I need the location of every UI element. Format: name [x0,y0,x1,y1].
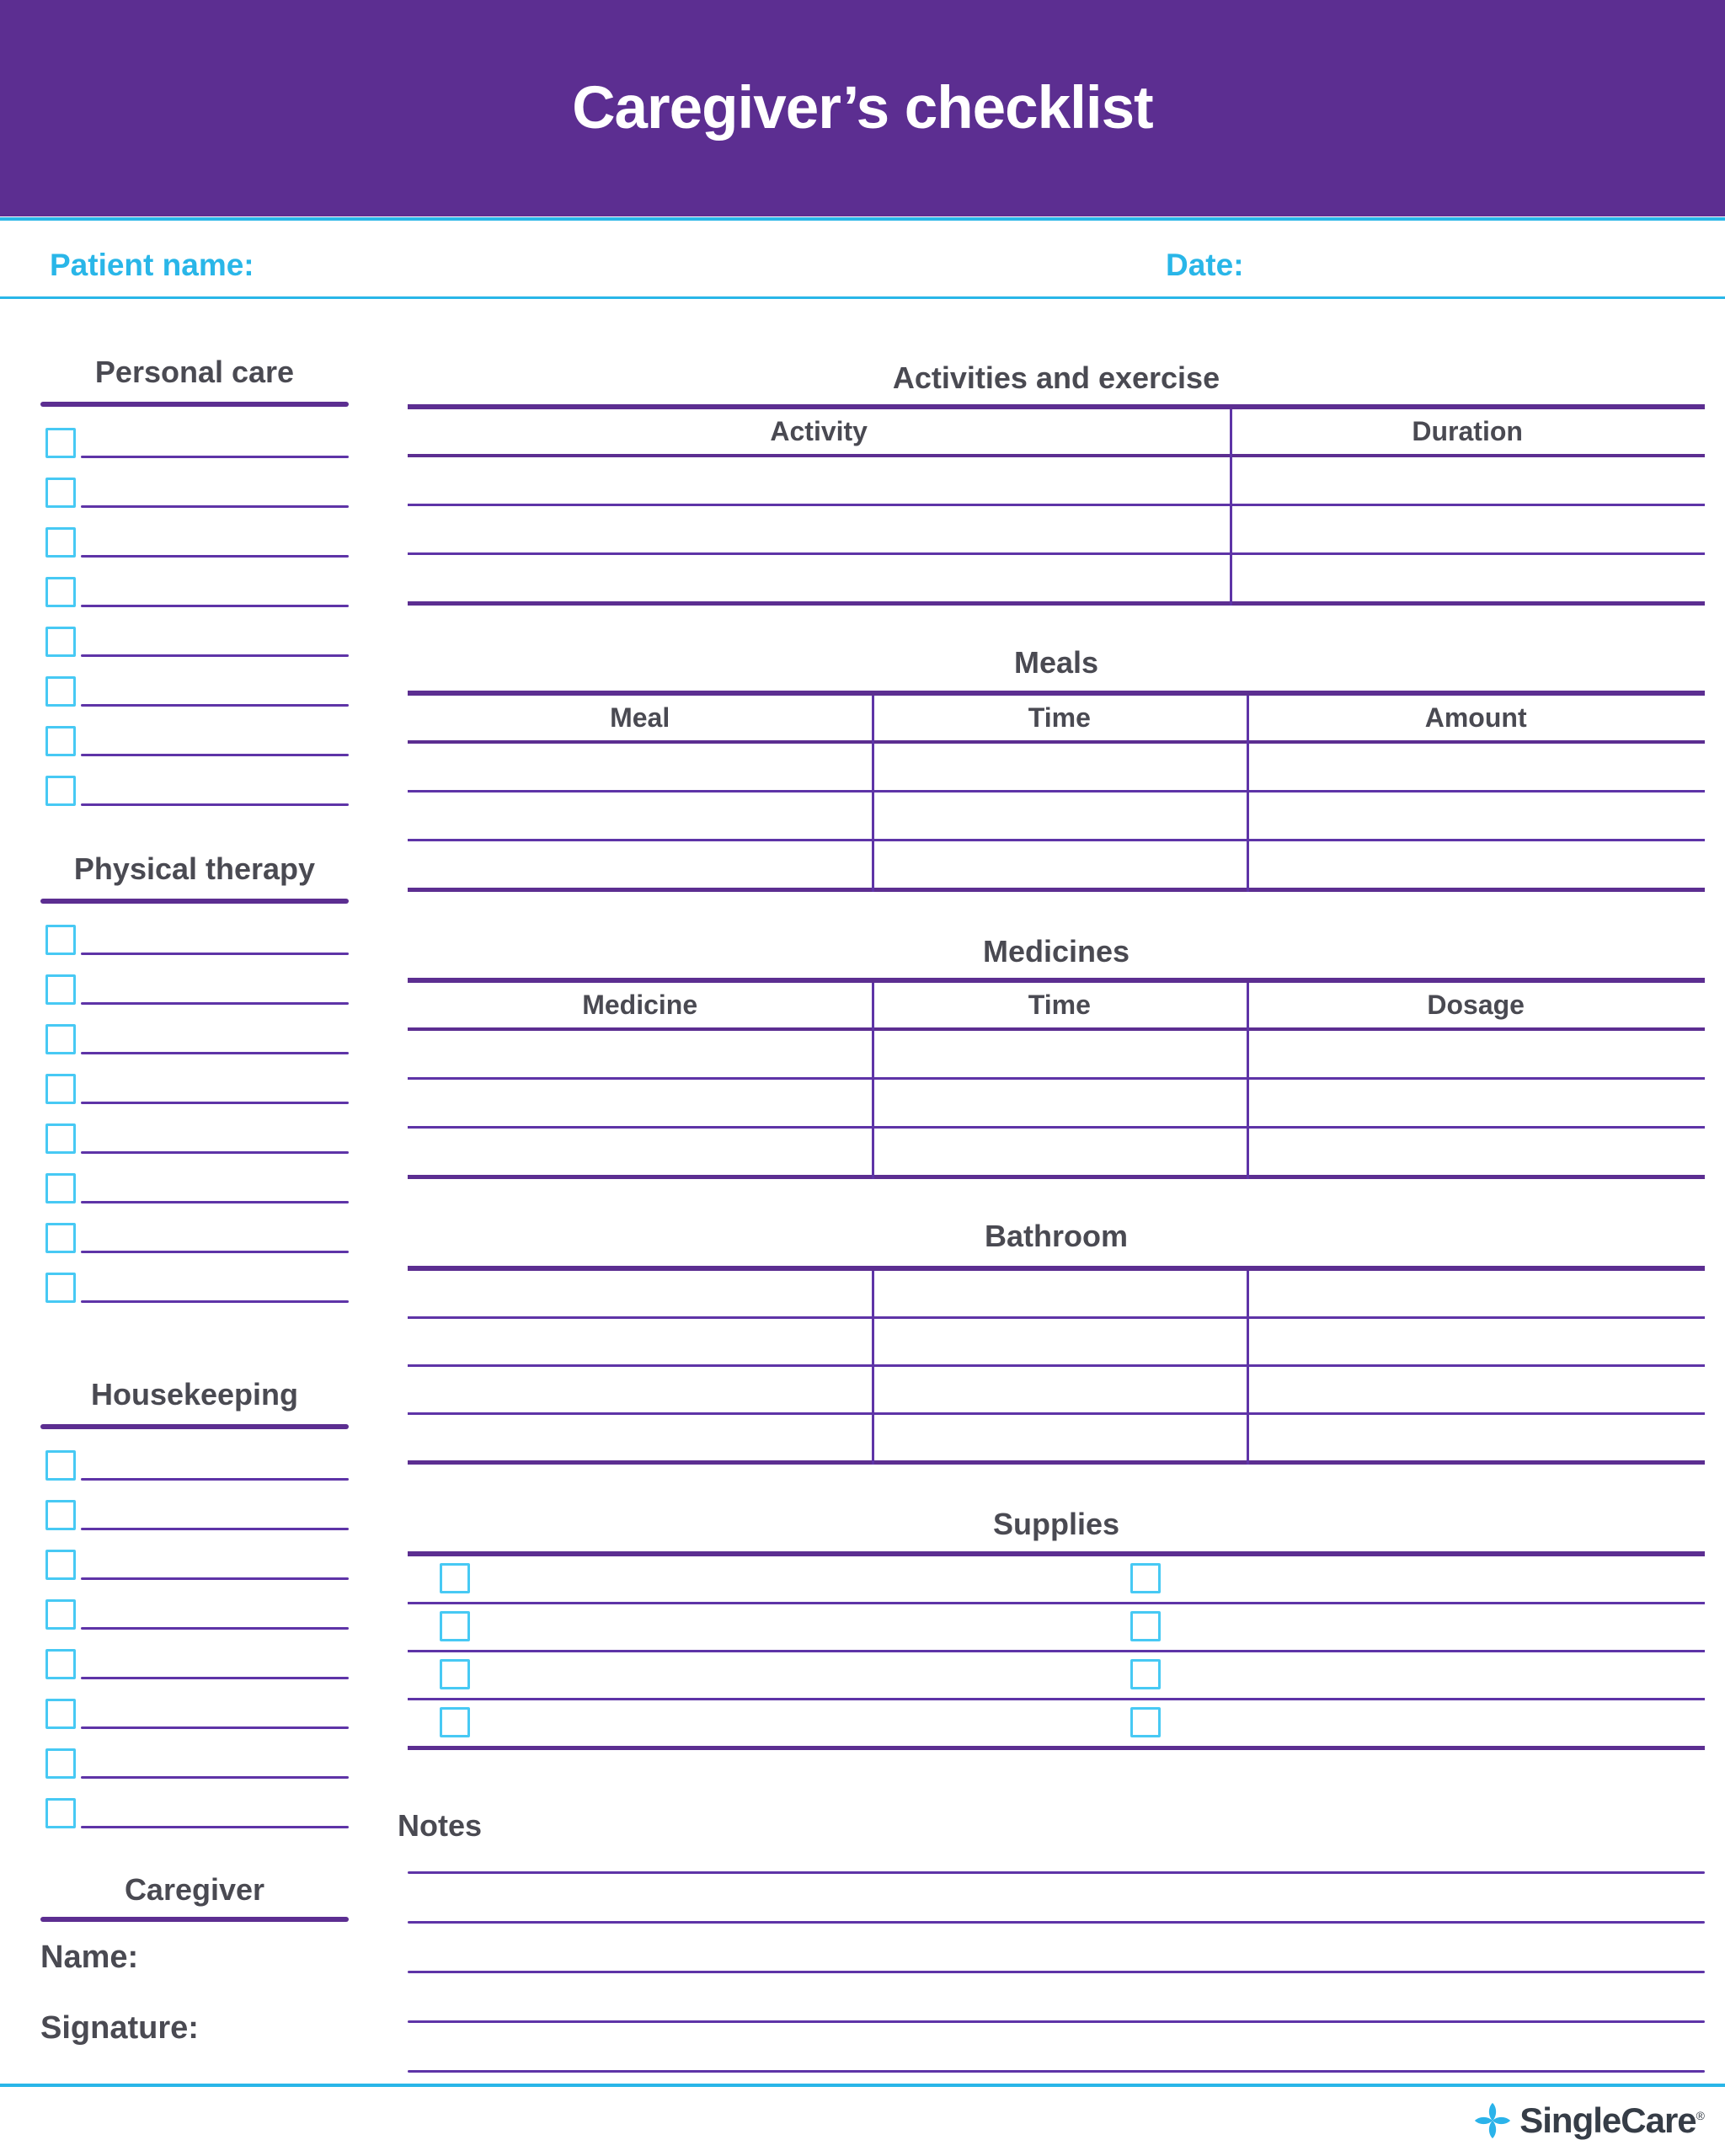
checklist-row [40,974,349,1024]
supplies-row[interactable] [408,1556,1705,1604]
checkbox[interactable] [45,776,76,806]
column-divider [1247,696,1249,892]
activities-table [408,404,1705,606]
singlecare-wordmark: SingleCare® [1519,2100,1704,2140]
checklist-row [40,1550,349,1599]
supplies-table [408,1551,1705,1750]
checkbox[interactable] [45,428,76,458]
table-row[interactable] [408,1031,1705,1080]
checkbox[interactable] [45,1798,76,1828]
table-row[interactable] [408,1080,1705,1129]
write-in-line[interactable] [81,1478,349,1481]
personal-care-section [40,355,349,825]
notes-title: Notes [398,1808,483,1843]
table-row[interactable] [408,744,1705,792]
write-in-line[interactable] [81,1528,349,1530]
write-in-line[interactable] [81,704,349,707]
checklist-row [40,527,349,577]
write-in-line[interactable] [81,1627,349,1630]
checklist-row [40,1599,349,1649]
checkbox[interactable] [440,1659,470,1689]
write-in-line[interactable] [81,505,349,508]
medicines-header-row [408,983,1705,1031]
table-row[interactable] [408,841,1705,892]
caregiver-title: Caregiver [124,1872,265,1907]
checkbox[interactable] [45,1599,76,1630]
patient-bar-divider-line [0,296,1725,299]
physical-therapy-section [40,852,349,1322]
patient-info-bar [0,221,1725,296]
caregiver-name-field[interactable] [40,1939,349,1976]
checklist-row [40,726,349,776]
checkbox[interactable] [1130,1563,1161,1593]
checklist-row [40,1173,349,1223]
caregiver-section [40,1873,349,2047]
singlecare-clover-icon [1474,2102,1511,2139]
write-in-line[interactable] [81,1577,349,1580]
page-header [0,0,1725,216]
checklist-row [40,676,349,726]
checklist-row [40,1024,349,1074]
table-row[interactable] [408,1415,1705,1465]
date-label: Date: [1166,248,1244,282]
checkbox[interactable] [440,1563,470,1593]
write-in-line[interactable] [81,1002,349,1005]
write-in-line[interactable] [81,803,349,806]
column-header-activity: Activity [770,416,868,446]
checkbox[interactable] [45,1024,76,1054]
medicines-table [408,978,1705,1179]
bathroom-title: Bathroom [985,1219,1128,1253]
write-in-line[interactable] [81,1102,349,1104]
write-in-line[interactable] [81,1677,349,1679]
write-in-line[interactable] [81,1726,349,1729]
meals-table [408,691,1705,892]
column-divider [872,696,874,892]
medicines-title: Medicines [982,934,1130,969]
heading-underline-bar [40,1917,349,1922]
registered-trademark-symbol: ® [1696,2109,1704,2122]
column-header-time: Time [1028,702,1091,733]
checklist-row [40,1074,349,1123]
table-row[interactable] [408,555,1705,606]
supplies-row[interactable] [408,1700,1705,1750]
checkbox[interactable] [45,726,76,756]
write-in-line[interactable] [81,605,349,607]
write-in-line[interactable] [81,1251,349,1253]
column-divider [1230,409,1232,606]
notes-line[interactable] [408,1921,1705,1924]
column-divider [1247,1271,1249,1465]
checkbox[interactable] [45,1500,76,1530]
table-row[interactable] [408,1129,1705,1179]
supplies-section [408,1508,1705,1750]
heading-underline-bar [40,1424,349,1429]
housekeeping-rows [40,1450,349,1848]
singlecare-logo [1474,2099,1704,2143]
checkbox[interactable] [45,1649,76,1679]
footer-divider-line [0,2084,1725,2087]
checkbox[interactable] [440,1707,470,1737]
personal-care-title: Personal care [94,355,295,389]
write-in-line[interactable] [81,1826,349,1828]
column-header-medicine: Medicine [582,990,698,1020]
notes-line[interactable] [408,2070,1705,2073]
notes-line[interactable] [408,2020,1705,2023]
supplies-title: Supplies [992,1507,1120,1541]
checklist-row [40,1273,349,1322]
housekeeping-title: Housekeeping [90,1377,299,1412]
checkbox[interactable] [1130,1707,1161,1737]
meals-title: Meals [1013,645,1099,680]
checkbox[interactable] [45,577,76,607]
checkbox[interactable] [45,1699,76,1729]
medicines-rows [408,1031,1705,1179]
write-in-line[interactable] [81,456,349,458]
checklist-row [40,1450,349,1500]
caregiver-name-label: Name: [40,1940,139,1975]
write-in-line[interactable] [81,754,349,756]
page-title: Caregiver’s checklist [572,75,1153,141]
checklist-row [40,428,349,478]
column-header-duration: Duration [1412,416,1523,446]
checklist-row [40,1500,349,1550]
table-row[interactable] [408,457,1705,506]
checkbox[interactable] [45,925,76,955]
checkbox[interactable] [1130,1659,1161,1689]
write-in-line[interactable] [81,1052,349,1054]
supplies-rows [408,1556,1705,1750]
meals-section [408,646,1705,892]
write-in-line[interactable] [81,654,349,657]
checkbox[interactable] [45,527,76,558]
write-in-line[interactable] [81,1300,349,1303]
checklist-row [40,627,349,676]
table-row[interactable] [408,1271,1705,1319]
checklist-row [40,776,349,825]
checkbox[interactable] [45,1748,76,1779]
supplies-row[interactable] [408,1604,1705,1652]
checklist-row [40,577,349,627]
physical-therapy-rows [40,925,349,1322]
bathroom-rows [408,1271,1705,1465]
table-row[interactable] [408,792,1705,841]
column-header-meal: Meal [610,702,670,733]
notes-section [398,1808,1705,2120]
column-header-dosage: Dosage [1427,990,1525,1020]
caregiver-signature-field[interactable] [40,2009,349,2047]
write-in-line[interactable] [81,1201,349,1203]
checkbox[interactable] [45,1550,76,1580]
notes-line[interactable] [408,1971,1705,1973]
heading-underline-bar [40,899,349,904]
medicines-section [408,935,1705,1179]
write-in-line[interactable] [81,953,349,955]
personal-care-rows [40,428,349,825]
supplies-row[interactable] [408,1652,1705,1700]
meals-header-row [408,696,1705,744]
checkbox[interactable] [45,478,76,508]
checkbox[interactable] [45,1074,76,1104]
checkbox[interactable] [45,1173,76,1203]
activities-rows [408,457,1705,606]
checklist-row [40,478,349,527]
checkbox[interactable] [440,1611,470,1641]
activities-title: Activities and exercise [892,360,1220,395]
activities-header-row [408,409,1705,457]
checkbox[interactable] [1130,1611,1161,1641]
housekeeping-section [40,1378,349,1848]
column-divider [872,1271,874,1465]
table-row[interactable] [408,1319,1705,1367]
write-in-line[interactable] [81,1776,349,1779]
bathroom-table [408,1266,1705,1465]
notes-lines [408,1871,1705,2073]
column-header-time: Time [1028,990,1091,1020]
checklist-row [40,1699,349,1748]
checklist-row [40,1798,349,1848]
notes-line[interactable] [408,1871,1705,1874]
column-divider [872,983,874,1179]
activities-section [408,361,1705,606]
column-header-amount: Amount [1424,702,1527,733]
checklist-row [40,1748,349,1798]
table-row[interactable] [408,506,1705,555]
meals-rows [408,744,1705,892]
checkbox[interactable] [45,1123,76,1154]
patient-name-label: Patient name: [50,248,254,282]
column-divider [1247,983,1249,1179]
write-in-line[interactable] [81,1151,349,1154]
checkbox[interactable] [45,974,76,1005]
checkbox[interactable] [45,1223,76,1253]
bathroom-section [408,1219,1705,1465]
checklist-row [40,1649,349,1699]
heading-underline-bar [40,402,349,407]
checkbox[interactable] [45,676,76,707]
checklist-row [40,925,349,974]
checkbox[interactable] [45,1273,76,1303]
table-row[interactable] [408,1367,1705,1415]
write-in-line[interactable] [81,555,349,558]
caregiver-signature-label: Signature: [40,2010,199,2046]
checklist-row [40,1223,349,1273]
physical-therapy-title: Physical therapy [73,851,316,886]
checkbox[interactable] [45,627,76,657]
checkbox[interactable] [45,1450,76,1481]
checklist-row [40,1123,349,1173]
